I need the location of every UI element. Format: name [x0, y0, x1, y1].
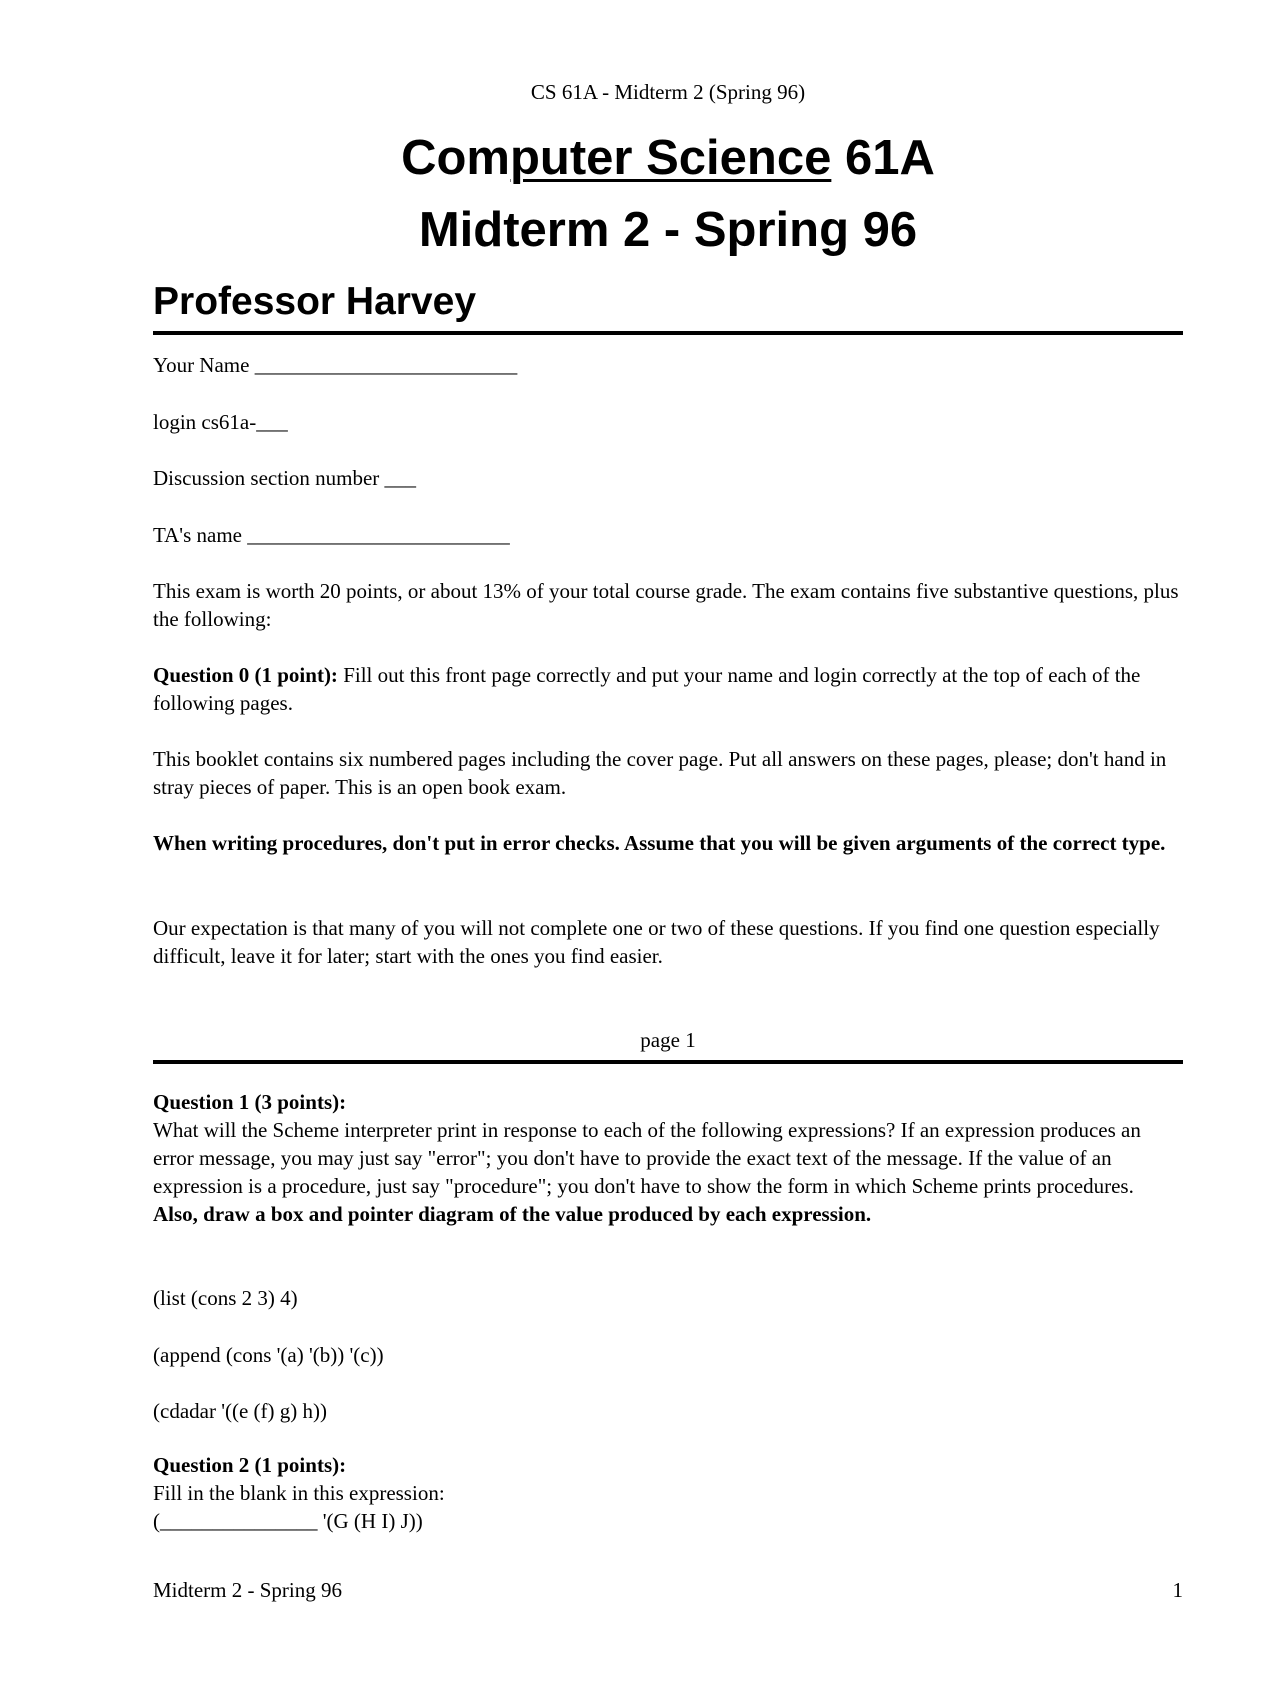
expression-3: (cdadar '((e (f) g) h)) [153, 1399, 327, 1423]
expression-2: (append (cons '(a) '(b)) '(c)) [153, 1343, 384, 1367]
question-1-text [153, 1116, 1183, 1228]
question-0 [153, 661, 1183, 717]
header-rule [153, 331, 1183, 335]
question-2-line-2: (_______________ '(G (H I) J)) [153, 1509, 423, 1533]
question-0-label: Question 0 (1 point): [153, 663, 338, 687]
title-suffix: 61A [831, 131, 935, 185]
document-title [153, 128, 1183, 188]
question-1-bold: Also, draw a box and pointer diagram of the value produced by each expression. [153, 1202, 872, 1226]
question-2-line-1: Fill in the blank in this expression: [153, 1481, 445, 1505]
section-rule [153, 1060, 1183, 1064]
intro-paragraph: This exam is worth 20 points, or about 13% of your total course grade. The exam contains five substantive questions, plus the following: [153, 579, 1179, 631]
document-subtitle: Midterm 2 - Spring 96 [418, 203, 918, 257]
footer-page-number: 1 [1172, 1578, 1183, 1602]
login-field-line: login cs61a-___ [153, 410, 288, 434]
ta-field-line: TA's name _________________________ [153, 523, 510, 547]
footer-title: Midterm 2 - Spring 96 [153, 1578, 342, 1602]
expression-1: (list (cons 2 3) 4) [153, 1286, 298, 1310]
name-field-line: Your Name _________________________ [153, 353, 518, 377]
warning-paragraph: When writing procedures, don't put in error checks. Assume that you will be given arguments of the correct type. [153, 831, 1166, 855]
question-2-label: Question 2 (1 points): [153, 1453, 347, 1477]
question-1-label: Question 1 (3 points): [153, 1090, 347, 1114]
professor-heading: Professor Harvey [153, 280, 477, 323]
section-field-line: Discussion section number ___ [153, 466, 417, 490]
document-page [153, 0, 1183, 1703]
title-underlined: puter Science [510, 131, 832, 185]
expectation-paragraph: Our expectation is that many of you will not complete one or two of these questions. If you find one question especially difficult, leave it for later; start with the ones you find easier. [153, 916, 1160, 968]
booklet-paragraph: This booklet contains six numbered pages including the cover page. Put all answers on these pages, please; don't hand in stray pieces of paper. This is an open book exam. [153, 747, 1167, 799]
cover-page-label: page 1 [640, 1028, 696, 1052]
question-1-body: What will the Scheme interpreter print in response to each of the following expressions? If an expression produces an error message, you may just say "error"; you don't have to provide the exact text of the message. If the value of an expression is a procedure, just say "procedure"; you don't have to show the form in which Scheme prints procedures. [153, 1118, 1141, 1198]
title-prefix: Com [401, 131, 510, 185]
running-head: CS 61A - Midterm 2 (Spring 96) [530, 80, 806, 104]
question-0-text: Fill out this front page correctly and put your name and login correctly at the top of each of the following pages. [153, 663, 1141, 715]
